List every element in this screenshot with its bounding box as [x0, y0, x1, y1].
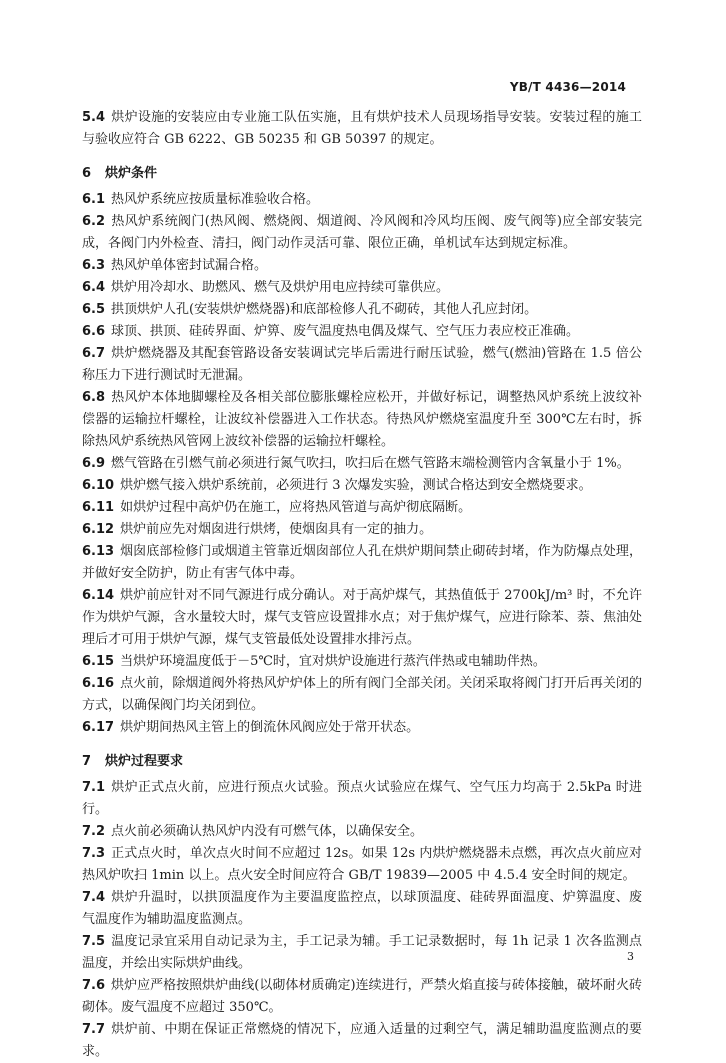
- clause-7-1: [82, 777, 642, 821]
- clause-number: 6.4: [82, 280, 106, 295]
- clause-text: 烘炉升温时，以拱顶温度作为主要温度监控点，以球顶温度、硅砖界面温度、炉箅温度、废气温度作为辅助温度监测点。: [82, 890, 642, 927]
- clause-text: 烘炉前应针对不同气源进行成分确认。对于高炉煤气，其热值低于 2700kJ/m³ 时，不允许作为烘炉气源，含水量较大时，煤气支管应设置排水点；对于焦炉煤气，应进行除苯、萘、焦油处理后才可用于烘炉气源，煤气支管最低处设置排水排污点。: [82, 588, 642, 647]
- document-body: [82, 107, 642, 1063]
- clause-6-4: [82, 277, 642, 299]
- clause-text: 烘炉设施的安装应由专业施工队伍实施，且有烘炉技术人员现场指导安装。安装过程的施工与验收应符合 GB 6222、GB 50235 和 GB 50397 的规定。: [82, 110, 642, 147]
- clause-7-3: [82, 843, 642, 887]
- clause-6-11: [82, 497, 642, 519]
- clause-5-4: [82, 107, 642, 151]
- clause-7-4: [82, 887, 642, 931]
- clause-number: 7.6: [82, 978, 106, 993]
- clause-text: 烘炉燃烧器及其配套管路设备安装调试完毕后需进行耐压试验，燃气(燃油)管路在 1.5 倍公称压力下进行测试时无泄漏。: [82, 346, 642, 383]
- clause-text: 温度记录宜采用自动记录为主，手工记录为辅。手工记录数据时，每 1h 记录 1 次各监测点温度，并绘出实际烘炉曲线。: [82, 934, 642, 971]
- section-title: 烘炉过程要求: [105, 754, 184, 769]
- clause-6-14: [82, 585, 642, 651]
- clause-text: 热风炉本体地脚螺栓及各相关部位膨胀螺栓应松开，并做好标记，调整热风炉系统上波纹补偿器的运输拉杆螺栓，让波纹补偿器进入工作状态。待热风炉燃烧室温度升至 300℃左右时，拆除热风炉系统热风管网上波纹补偿器的运输拉杆螺栓。: [82, 390, 642, 449]
- clause-number: 7.4: [82, 890, 106, 905]
- clause-number: 6.10: [82, 478, 115, 493]
- clause-number: 6.14: [82, 588, 115, 603]
- clause-number: 7.5: [82, 934, 106, 949]
- clause-number: 6.3: [82, 258, 106, 273]
- clause-number: 6.6: [82, 324, 106, 339]
- clause-text: 当烘炉环境温度低于－5℃时，宜对烘炉设施进行蒸汽伴热或电辅助伴热。: [120, 654, 546, 669]
- clause-6-15: [82, 651, 642, 673]
- clause-text: 烘炉正式点火前，应进行预点火试验。预点火试验应在煤气、空气压力均高于 2.5kPa 时进行。: [82, 780, 642, 817]
- clause-7-2: [82, 821, 642, 843]
- clause-6-13: [82, 541, 642, 585]
- clause-text: 正式点火时，单次点火时间不应超过 12s。如果 12s 内烘炉燃烧器未点燃，再次点火前应对热风炉吹扫 1min 以上。点火安全时间应符合 GB/T 19839—2005 中 4.5.4 安全时间的规定。: [82, 846, 642, 883]
- clause-number: 6.5: [82, 302, 106, 317]
- clause-6-6: [82, 321, 642, 343]
- clause-number: 5.4: [82, 110, 106, 125]
- clause-number: 6.2: [82, 214, 106, 229]
- clause-text: 热风炉系统应按质量标准验收合格。: [111, 192, 320, 207]
- clause-number: 7.1: [82, 780, 106, 795]
- clause-text: 拱顶烘炉人孔(安装烘炉燃烧器)和底部检修人孔不砌砖，其他人孔应封闭。: [111, 302, 538, 317]
- clause-number: 7.3: [82, 846, 106, 861]
- clause-7-6: [82, 975, 642, 1019]
- clause-number: 6.13: [82, 544, 115, 559]
- clause-number: 7.2: [82, 824, 106, 839]
- clause-number: 6.1: [82, 192, 106, 207]
- clause-6-10: [82, 475, 642, 497]
- clause-text: 烘炉前、中期在保证正常燃烧的情况下，应通入适量的过剩空气，满足辅助温度监测点的要求。: [82, 1022, 642, 1059]
- clause-6-1: [82, 189, 642, 211]
- clause-number: 6.15: [82, 654, 115, 669]
- clause-6-5: [82, 299, 642, 321]
- clause-number: 6.7: [82, 346, 106, 361]
- section-number: 7: [82, 754, 92, 769]
- clause-text: 烘炉燃气接入烘炉系统前，必须进行 3 次爆发实验，测试合格达到安全燃烧要求。: [120, 478, 592, 493]
- standard-code: YB/T 4436—2014: [509, 80, 626, 94]
- clause-text: 烟囱底部检修门或烟道主管靠近烟囱部位人孔在烘炉期间禁止砌砖封堵，作为防爆点处理，并做好安全防护，防止有害气体中毒。: [82, 544, 642, 581]
- clause-6-3: [82, 255, 642, 277]
- clause-text: 烘炉应严格按照烘炉曲线(以砌体材质确定)连续进行，严禁火焰直接与砖体接触，破坏耐火砖砌体。废气温度不应超过 350℃。: [82, 978, 642, 1015]
- clause-7-7: [82, 1019, 642, 1063]
- clause-text: 烘炉期间热风主管上的倒流休风阀应处于常开状态。: [120, 720, 420, 735]
- section-6-heading: [82, 163, 642, 185]
- section-7-clauses: [82, 777, 642, 1063]
- clause-6-12: [82, 519, 642, 541]
- clause-number: 6.11: [82, 500, 115, 515]
- clause-number: 6.9: [82, 456, 106, 471]
- clause-text: 热风炉单体密封试漏合格。: [111, 258, 268, 273]
- clause-text: 烘炉前应先对烟囱进行烘烤，使烟囱具有一定的抽力。: [120, 522, 433, 537]
- clause-text: 点火前必须确认热风炉内没有可燃气体，以确保安全。: [111, 824, 424, 839]
- clause-number: 6.8: [82, 390, 106, 405]
- section-7-heading: [82, 751, 642, 773]
- clause-7-5: [82, 931, 642, 975]
- clause-text: 烘炉用冷却水、助燃风、燃气及烘炉用电应持续可靠供应。: [111, 280, 450, 295]
- clause-number: 6.12: [82, 522, 115, 537]
- clause-number: 6.16: [82, 676, 115, 691]
- clause-text: 燃气管路在引燃气前必须进行氮气吹扫，吹扫后在燃气管路末端检测管内含氧量小于 1%。: [111, 456, 630, 471]
- clause-6-7: [82, 343, 642, 387]
- clause-text: 点火前，除烟道阀外将热风炉炉体上的所有阀门全部关闭。关闭采取将阀门打开后再关闭的方式，以确保阀门均关闭到位。: [82, 676, 642, 713]
- section-number: 6: [82, 166, 92, 181]
- clause-text: 如烘炉过程中高炉仍在施工，应将热风管道与高炉彻底隔断。: [120, 500, 472, 515]
- clause-number: 7.7: [82, 1022, 106, 1037]
- clause-6-9: [82, 453, 642, 475]
- clause-6-16: [82, 673, 642, 717]
- clause-text: 热风炉系统阀门(热风阀、燃烧阀、烟道阀、冷风阀和冷风均压阀、废气阀等)应全部安装完成，各阀门内外检查、清扫，阀门动作灵活可靠、限位正确，单机试车达到规定标准。: [82, 214, 642, 251]
- clause-number: 6.17: [82, 720, 115, 735]
- clause-6-17: [82, 717, 642, 739]
- page-number: 3: [627, 950, 634, 963]
- clause-6-8: [82, 387, 642, 453]
- section-6-clauses: [82, 189, 642, 739]
- section-title: 烘炉条件: [105, 166, 158, 181]
- clause-6-2: [82, 211, 642, 255]
- clause-text: 球顶、拱顶、硅砖界面、炉箅、废气温度热电偶及煤气、空气压力表应校正准确。: [111, 324, 580, 339]
